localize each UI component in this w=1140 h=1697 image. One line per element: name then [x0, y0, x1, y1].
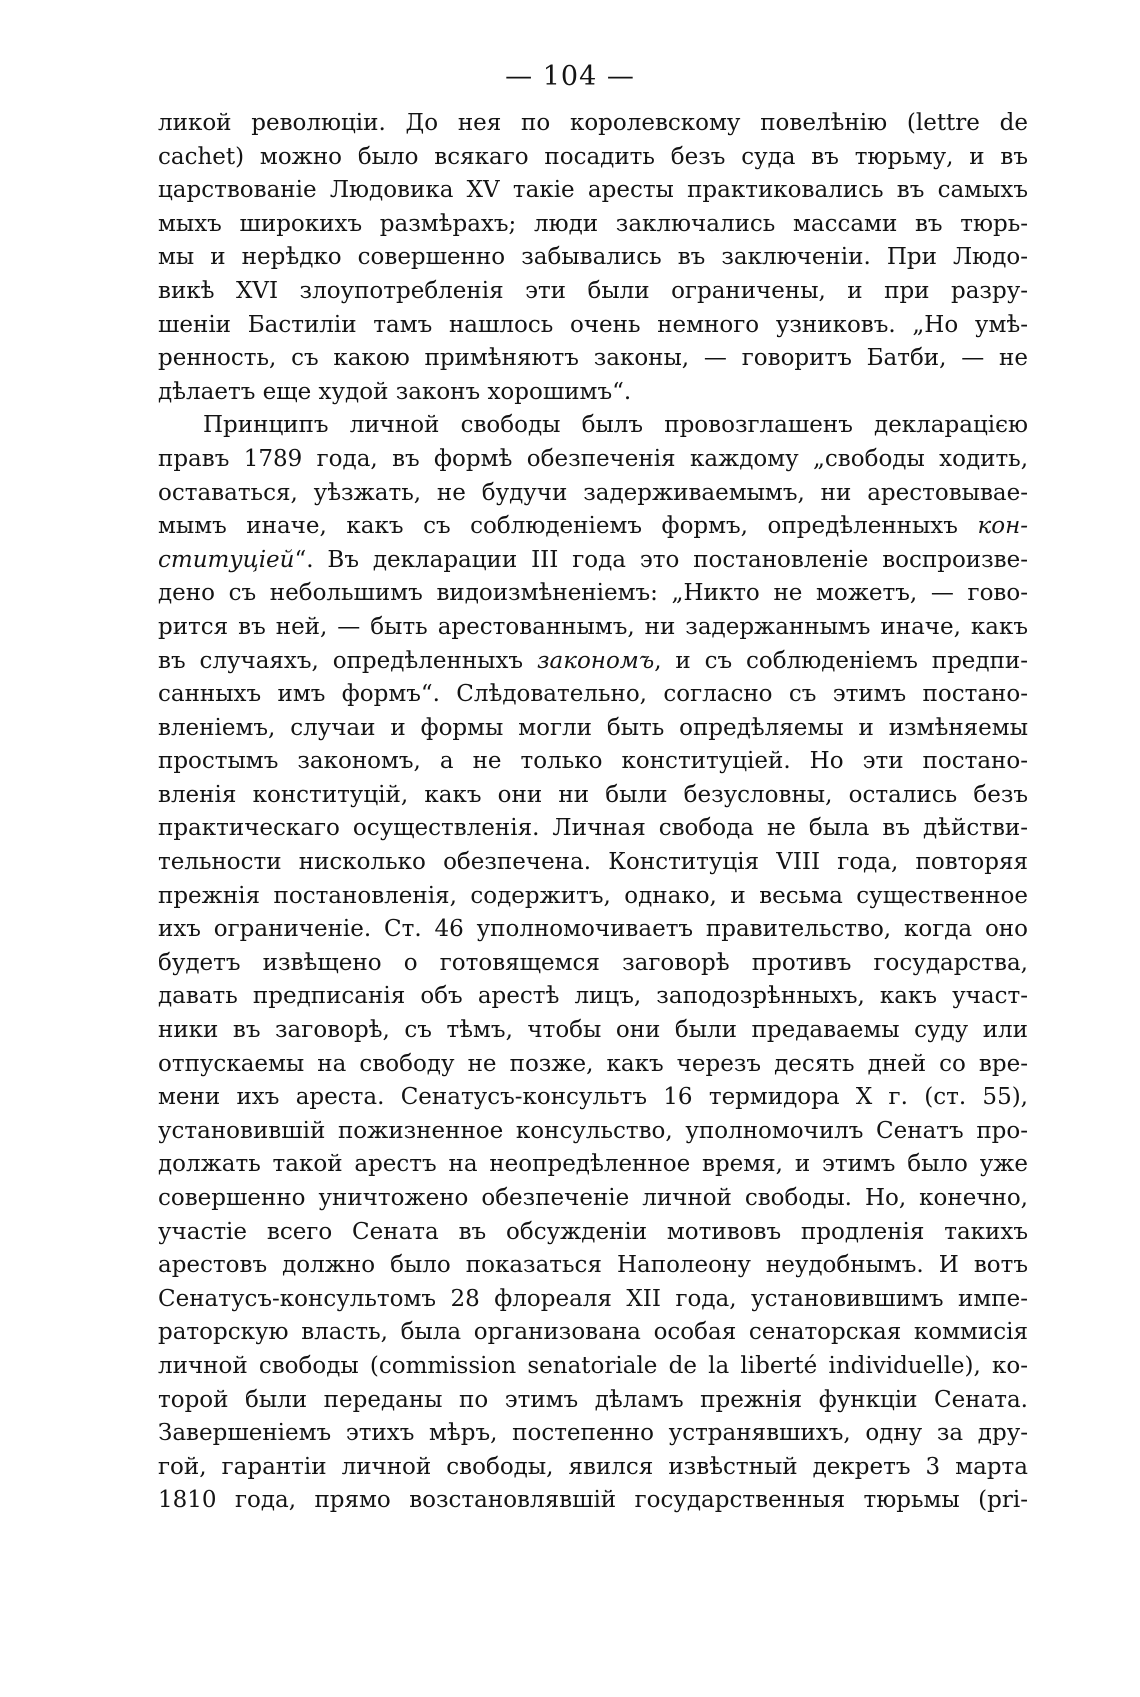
line-text: вленія конституцій, какъ они ни были безусловны, остались безъ [158, 781, 1028, 808]
text-line [158, 1484, 1028, 1518]
line-text: дено съ небольшимъ видоизмѣненіемъ: „Никто не можетъ, — гово- [158, 580, 1028, 607]
line-text: вленіемъ, случаи и формы могли быть опредѣляемы и измѣняемы [158, 714, 1028, 741]
text-line [158, 812, 1028, 846]
line-text: ренность, съ какою примѣняютъ законы, — говоритъ Батби, — не [158, 345, 1028, 372]
text-line [158, 1384, 1028, 1418]
line-text: Сенатусъ-консультомъ 28 флореаля XII года, установившимъ импе- [158, 1285, 1028, 1312]
text-line [158, 947, 1028, 981]
text-line [158, 913, 1028, 947]
text-line [158, 779, 1028, 813]
text-line [158, 1350, 1028, 1384]
text-line [158, 1081, 1028, 1115]
line-text: раторскую власть, была организована особая сенаторская коммисія [158, 1319, 1028, 1346]
text-line [158, 1283, 1028, 1317]
text-line [158, 241, 1028, 275]
line-text: тельности нисколько обезпечена. Конституція VIII года, повторяя [158, 849, 1028, 876]
line-text: давать предписанія объ арестѣ лицъ, заподозрѣнныхъ, какъ участ- [158, 983, 1028, 1010]
text-line [158, 376, 1028, 410]
line-text: должать такой арестъ на неопредѣленное время, и этимъ было уже [158, 1151, 1028, 1178]
line-text: практическаго осуществленія. Личная свобода не была въ дѣйстви- [158, 815, 1028, 842]
text-line [158, 645, 1028, 679]
text-line [158, 141, 1028, 175]
text-line [158, 1048, 1028, 1082]
line-text: ники въ заговорѣ, съ тѣмъ, чтобы они были предаваемы суду или [158, 1017, 1028, 1044]
line-text: участіе всего Сената въ обсужденіи мотивовъ продленія такихъ [158, 1218, 1028, 1245]
line-text: дѣлаетъ еще худой законъ хорошимъ“. [158, 378, 632, 405]
line-text: cachet) можно было всякаго посадить безъ суда въ тюрьму, и въ [158, 143, 1028, 170]
text-line [158, 611, 1028, 645]
text-line [158, 1451, 1028, 1485]
text-line [158, 846, 1028, 880]
text-line [158, 107, 1028, 141]
line-text: оставаться, уѣзжать, не будучи задерживаемымъ, ни арестовывае- [158, 479, 1028, 506]
italic-text: ституціей [158, 546, 295, 573]
text-line [158, 1182, 1028, 1216]
line-text: “. Въ декларации III года это постановленіе воспроизве- [294, 546, 1028, 573]
text-line [158, 745, 1028, 779]
line-text: рится въ ней, — быть арестованнымъ, ни задержаннымъ иначе, какъ [158, 613, 1028, 640]
text-line [158, 1148, 1028, 1182]
text-line [158, 275, 1028, 309]
line-text: Завершеніемъ этихъ мѣръ, постепенно устранявшихъ, одну за дру- [158, 1420, 1028, 1447]
line-text: прежнія постановленія, содержитъ, однако, и весьма существенное [158, 882, 1028, 909]
text-line [158, 342, 1028, 376]
line-text: совершенно уничтожено обезпеченіе личной свободы. Но, конечно, [158, 1185, 1028, 1211]
text-line [158, 1216, 1028, 1250]
text-line [158, 409, 1028, 443]
line-text: викѣ XVI злоупотребленія эти были ограничены, и при разру- [158, 277, 1028, 304]
text-line [158, 880, 1028, 914]
line-text: ликой революціи. До нея по королевскому повелѣнію (lettre de [158, 110, 1028, 136]
text-line [158, 309, 1028, 343]
line-text: мыхъ широкихъ размѣрахъ; люди заключались массами въ тюрь- [158, 210, 1028, 237]
text-line [158, 1417, 1028, 1451]
line-text: мымъ иначе, какъ съ соблюденіемъ формъ, опредѣленныхъ [158, 513, 978, 540]
text-line [158, 477, 1028, 511]
text-line [158, 544, 1028, 578]
line-text: установившій пожизненное консульство, уполномочилъ Сенатъ про- [158, 1117, 1028, 1144]
italic-text: закономъ [536, 647, 655, 674]
line-text: мы и нерѣдко совершенно забывались въ заключеніи. При Людо- [158, 244, 1028, 271]
line-text: въ случаяхъ, опредѣленныхъ [158, 647, 537, 674]
line-text: мени ихъ ареста. Сенатусъ-консультъ 16 термидора X г. (ст. 55), [158, 1084, 1028, 1111]
line-text: царствованіе Людовика XV такіе аресты практиковались въ самыхъ [158, 177, 1028, 204]
line-text: Принципъ личной свободы былъ провозглашенъ декларацією [203, 412, 1028, 439]
line-text: 1810 года, прямо возстановлявшій государственныя тюрьмы (pri- [158, 1487, 1028, 1514]
text-line [158, 1316, 1028, 1350]
body-text [158, 107, 1028, 1518]
line-text: отпускаемы на свободу не позже, какъ черезъ десять дней со вре- [158, 1050, 1028, 1077]
text-line [158, 577, 1028, 611]
line-text: шеніи Бастиліи тамъ нашлось очень немного узниковъ. „Но умѣ- [158, 311, 1028, 338]
text-line [158, 208, 1028, 242]
text-line [158, 1249, 1028, 1283]
text-line [158, 443, 1028, 477]
text-line [158, 712, 1028, 746]
text-line [158, 678, 1028, 712]
line-text: арестовъ должно было показаться Наполеону неудобнымъ. И вотъ [158, 1252, 1028, 1279]
italic-text: кон- [977, 513, 1028, 540]
line-text: санныхъ имъ формъ“. Слѣдовательно, согласно съ этимъ постано- [158, 681, 1028, 708]
text-line [158, 510, 1028, 544]
line-text: правъ 1789 года, въ формѣ обезпеченія каждому „свободы ходить, [158, 445, 1028, 472]
page-number: — 104 — [505, 61, 635, 92]
line-text: торой были переданы по этимъ дѣламъ прежнія функціи Сената. [158, 1386, 1028, 1413]
line-text: личной свободы (commission senatoriale de la liberté individuelle), ко- [158, 1352, 1028, 1379]
text-line [158, 980, 1028, 1014]
line-text: ихъ ограниченіе. Ст. 46 уполномочиваетъ правительство, когда оно [158, 916, 1028, 943]
text-line [158, 1115, 1028, 1149]
line-text: будетъ извѣщено о готовящемся заговорѣ противъ государства, [158, 949, 1028, 976]
line-text: гой, гарантіи личной свободы, явился извѣстный декретъ 3 марта [158, 1453, 1028, 1480]
text-line [158, 1014, 1028, 1048]
line-text: , и съ соблюденіемъ предпи- [654, 647, 1028, 674]
text-line [158, 174, 1028, 208]
line-text: простымъ закономъ, а не только конституціей. Но эти постано- [158, 748, 1028, 775]
